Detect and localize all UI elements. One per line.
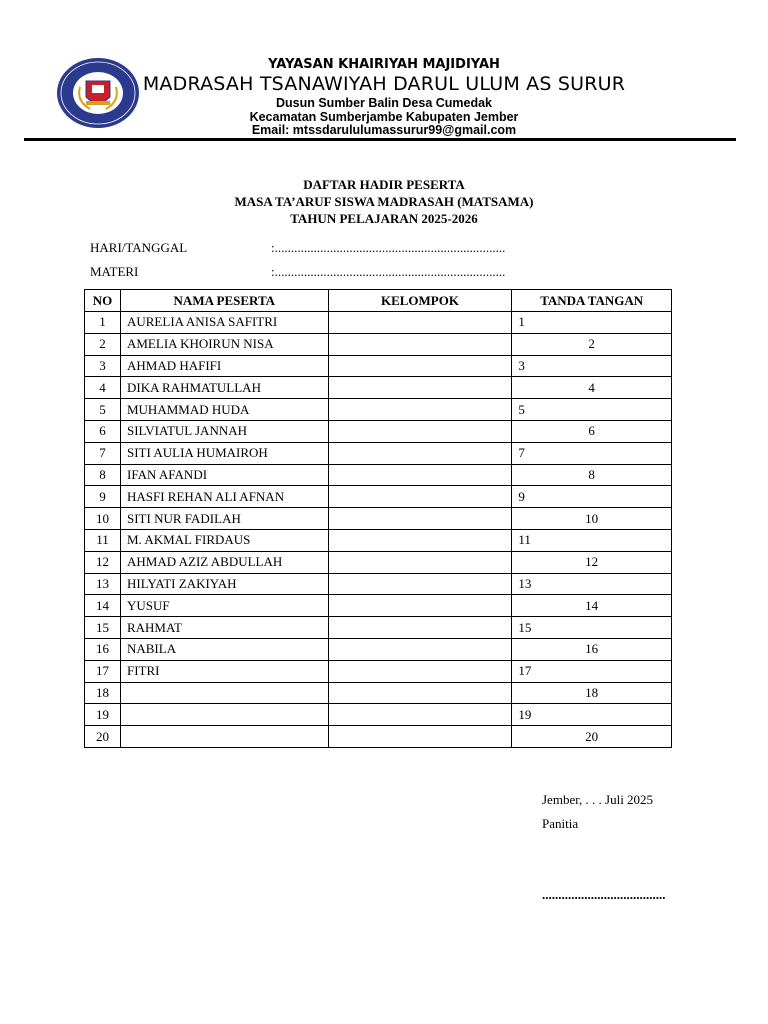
participant-name: AMELIA KHOIRUN NISA <box>120 333 328 355</box>
school-email: Email: mtssdarululumassurur99@gmail.com <box>251 123 517 137</box>
participant-group <box>328 377 512 399</box>
participant-name: HILYATI ZAKIYAH <box>120 573 328 595</box>
address-district: Kecamatan Sumberjambe Kabupaten Jember <box>249 110 519 124</box>
table-row <box>85 377 672 399</box>
participant-name <box>120 682 328 704</box>
table-row <box>85 420 672 442</box>
row-number: 20 <box>85 726 121 748</box>
row-number: 19 <box>85 704 121 726</box>
table-row <box>85 617 672 639</box>
participant-group <box>328 529 512 551</box>
table-row <box>85 355 672 377</box>
table-row <box>85 508 672 530</box>
table-row <box>85 660 672 682</box>
date-label: HARI/TANGGAL <box>90 240 188 255</box>
participant-group <box>328 617 512 639</box>
row-number: 16 <box>85 638 121 660</box>
row-number: 2 <box>85 333 121 355</box>
document-year: TAHUN PELAJARAN 2025-2026 <box>290 211 478 226</box>
signature-slot: 12 <box>512 551 672 573</box>
header-group: KELOMPOK <box>328 290 512 312</box>
date-field <box>90 240 506 256</box>
participant-name: SITI AULIA HUMAIROH <box>120 442 328 464</box>
participant-name: IFAN AFANDI <box>120 464 328 486</box>
row-number: 10 <box>85 508 121 530</box>
row-number: 8 <box>85 464 121 486</box>
topic-label: MATERI <box>90 264 139 279</box>
participant-name <box>120 726 328 748</box>
row-number: 3 <box>85 355 121 377</box>
signature-slot: 9 <box>512 486 672 508</box>
participant-group <box>328 573 512 595</box>
topic-value: :....................................................................... <box>271 264 506 279</box>
letterhead-divider <box>24 138 736 141</box>
table-row <box>85 682 672 704</box>
foundation-name: YAYASAN KHAIRIYAH MAJIDIYAH <box>268 57 500 72</box>
table-row <box>85 333 672 355</box>
signature-slot: 6 <box>512 420 672 442</box>
table-row <box>85 551 672 573</box>
table-header-row <box>85 290 672 312</box>
signature-slot: 19 <box>512 704 672 726</box>
participant-group <box>328 508 512 530</box>
row-number: 14 <box>85 595 121 617</box>
signature-slot: 10 <box>512 508 672 530</box>
table-row <box>85 399 672 421</box>
table-row <box>85 726 672 748</box>
signature-name-line: ...................................... <box>542 887 666 902</box>
participant-group <box>328 442 512 464</box>
signature-slot: 18 <box>512 682 672 704</box>
participant-name: M. AKMAL FIRDAUS <box>120 529 328 551</box>
signature-role: Panitia <box>542 816 579 831</box>
row-number: 13 <box>85 573 121 595</box>
table-row <box>85 704 672 726</box>
row-number: 6 <box>85 420 121 442</box>
participant-name: AURELIA ANISA SAFITRI <box>120 312 328 334</box>
row-number: 4 <box>85 377 121 399</box>
participant-name: AHMAD HAFIFI <box>120 355 328 377</box>
address-village: Dusun Sumber Balin Desa Cumedak <box>275 96 493 110</box>
document-title: DAFTAR HADIR PESERTA <box>303 177 465 192</box>
signature-slot: 5 <box>512 399 672 421</box>
participant-name: SILVIATUL JANNAH <box>120 420 328 442</box>
table-row <box>85 638 672 660</box>
participant-group <box>328 682 512 704</box>
participant-name: NABILA <box>120 638 328 660</box>
signature-slot: 1 <box>512 312 672 334</box>
participant-group <box>328 420 512 442</box>
participant-group <box>328 551 512 573</box>
signature-slot: 14 <box>512 595 672 617</box>
row-number: 18 <box>85 682 121 704</box>
participant-group <box>328 486 512 508</box>
signature-slot: 13 <box>512 573 672 595</box>
signature-slot: 2 <box>512 333 672 355</box>
header-no: NO <box>85 290 121 312</box>
table-row <box>85 442 672 464</box>
header-name: NAMA PESERTA <box>120 290 328 312</box>
table-row <box>85 464 672 486</box>
table-body <box>85 312 672 748</box>
participant-name: SITI NUR FADILAH <box>120 508 328 530</box>
table-row <box>85 529 672 551</box>
signature-slot: 17 <box>512 660 672 682</box>
participant-group <box>328 355 512 377</box>
participant-name: DIKA RAHMATULLAH <box>120 377 328 399</box>
signature-slot: 7 <box>512 442 672 464</box>
row-number: 15 <box>85 617 121 639</box>
table-row <box>85 595 672 617</box>
participant-name: AHMAD AZIZ ABDULLAH <box>120 551 328 573</box>
participant-group <box>328 312 512 334</box>
participant-group <box>328 704 512 726</box>
row-number: 12 <box>85 551 121 573</box>
row-number: 1 <box>85 312 121 334</box>
participant-group <box>328 399 512 421</box>
participant-name: HASFI REHAN ALI AFNAN <box>120 486 328 508</box>
row-number: 7 <box>85 442 121 464</box>
participant-group <box>328 638 512 660</box>
row-number: 11 <box>85 529 121 551</box>
table-row <box>85 312 672 334</box>
participant-group <box>328 726 512 748</box>
signature-slot: 3 <box>512 355 672 377</box>
topic-field <box>90 264 506 280</box>
date-value: :....................................................................... <box>271 240 506 255</box>
letterhead <box>0 0 768 140</box>
signature-slot: 20 <box>512 726 672 748</box>
signature-slot: 16 <box>512 638 672 660</box>
row-number: 9 <box>85 486 121 508</box>
document-subtitle: MASA TA’ARUF SISWA MADRASAH (MATSAMA) <box>234 194 534 209</box>
participant-group <box>328 595 512 617</box>
signature-slot: 11 <box>512 529 672 551</box>
attendance-table <box>84 289 672 748</box>
school-name: MADRASAH TSANAWIYAH DARUL ULUM AS SURUR <box>142 73 626 95</box>
table-row <box>85 486 672 508</box>
participant-group <box>328 464 512 486</box>
participant-name: FITRI <box>120 660 328 682</box>
participant-group <box>328 333 512 355</box>
table-row <box>85 573 672 595</box>
row-number: 5 <box>85 399 121 421</box>
signature-slot: 4 <box>512 377 672 399</box>
header-signature: TANDA TANGAN <box>512 290 672 312</box>
row-number: 17 <box>85 660 121 682</box>
signature-place-date: Jember, . . . Juli 2025 <box>542 792 654 807</box>
signature-slot: 8 <box>512 464 672 486</box>
participant-name: MUHAMMAD HUDA <box>120 399 328 421</box>
participant-name: YUSUF <box>120 595 328 617</box>
participant-name <box>120 704 328 726</box>
participant-group <box>328 660 512 682</box>
participant-name: RAHMAT <box>120 617 328 639</box>
signature-slot: 15 <box>512 617 672 639</box>
